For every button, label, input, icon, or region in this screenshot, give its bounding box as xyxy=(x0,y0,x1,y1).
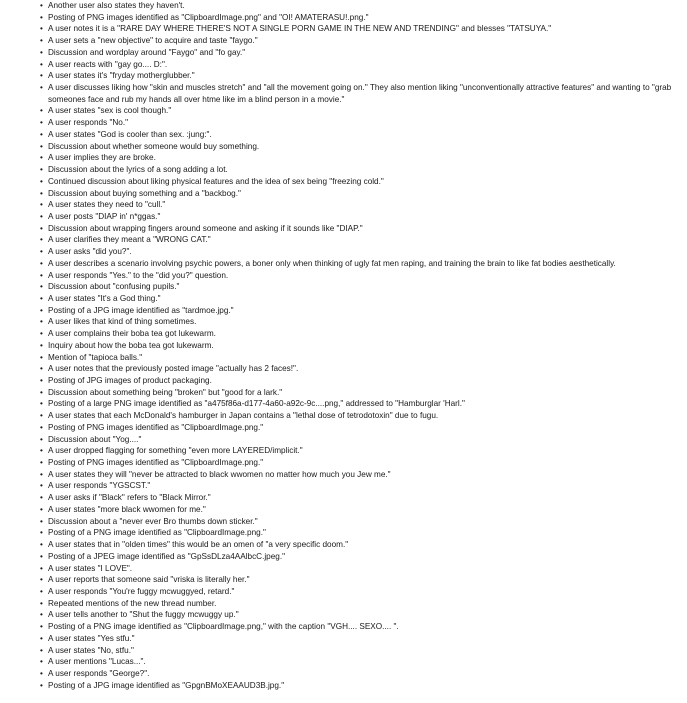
summary-item: • Posting of a large PNG image identified as "a475f86a-d177-4a60-a92c-9c....png," addressed to "Hamburglar 'Harl." xyxy=(40,398,679,410)
summary-item: • A user notes it is a "RARE DAY WHERE THERE'S NOT A SINGLE PORN GAME IN THE NEW AND TRENDING" and blesses "TATSUYA." xyxy=(40,23,679,35)
summary-item: • A user responds "No." xyxy=(40,117,679,129)
summary-item: • A user implies they are broke. xyxy=(40,152,679,164)
summary-item: • Continued discussion about liking physical features and the idea of sex being "freezing cold." xyxy=(40,176,679,188)
summary-item: • Posting of a JPEG image identified as "GpSsDLza4AAlbcC.jpeg." xyxy=(40,551,679,563)
summary-item: • Discussion and wordplay around "Faygo" and "fo gay." xyxy=(40,47,679,59)
summary-item: • A user states that each McDonald's hamburger in Japan contains a "lethal dose of tetrodotoxin" due to fugu. xyxy=(40,410,679,422)
summary-item: • A user responds "George?". xyxy=(40,668,679,680)
summary-item: • A user states "sex is cool though." xyxy=(40,105,679,117)
summary-item: • Posting of a JPG image identified as "GpgnBMoXEAAUD3B.jpg." xyxy=(40,680,679,692)
summary-item: • Discussion about "Yog...." xyxy=(40,434,679,446)
summary-item: • A user complains their boba tea got lukewarm. xyxy=(40,328,679,340)
summary-item: • Repeated mentions of the new thread number. xyxy=(40,598,679,610)
summary-item: • Discussion about a "never ever Bro thumbs down sticker." xyxy=(40,516,679,528)
summary-item: • A user posts "DIAP in' n*ggas." xyxy=(40,211,679,223)
summary-item: • Discussion about buying something and a "backbog." xyxy=(40,188,679,200)
summary-item: • A user responds "YGSCST." xyxy=(40,480,679,492)
summary-item: • A user reports that someone said "vriska is literally her." xyxy=(40,574,679,586)
summary-item: • Discussion about whether someone would buy something. xyxy=(40,141,679,153)
summary-item: • Posting of a PNG image identified as "ClipboardImage.png," with the caption "VGH.... SEXO.... ". xyxy=(40,621,679,633)
summary-item: • A user states "No, stfu." xyxy=(40,645,679,657)
summary-item: • A user states they need to "cull." xyxy=(40,199,679,211)
summary-item: • Posting of a PNG image identified as "ClipboardImage.png." xyxy=(40,527,679,539)
summary-item: • A user mentions "Lucas...". xyxy=(40,656,679,668)
summary-item: • A user states "God is cooler than sex. :jung:". xyxy=(40,129,679,141)
summary-item: • A user responds "You're fuggy mcwuggyed, retard." xyxy=(40,586,679,598)
summary-item: • A user notes that the previously posted image "actually has 2 faces!". xyxy=(40,363,679,375)
summary-item: • Posting of PNG images identified as "ClipboardImage.png" and "OI! AMATERASU!.png." xyxy=(40,12,679,24)
summary-item: • Inquiry about how the boba tea got lukewarm. xyxy=(40,340,679,352)
summary-item: • Another user also states they haven't. xyxy=(40,0,679,12)
summary-item: • A user clarifies they meant a "WRONG CAT." xyxy=(40,234,679,246)
summary-item: • A user responds "Yes." to the "did you?" question. xyxy=(40,270,679,282)
summary-item: • Discussion about wrapping fingers around someone and asking if it sounds like "DIAP." xyxy=(40,223,679,235)
summary-item: • A user discusses liking how "skin and muscles stretch" and "all the movement going on." They also mention liking "unconventionally attractive features" and wanting to "grab someones face and rub my hands all over htme like im a blind person in a movie." xyxy=(40,82,679,105)
summary-item: • A user reacts with "gay go.... D:". xyxy=(40,59,679,71)
summary-item: • A user states that in "olden times" this would be an omen of "a very specific doom." xyxy=(40,539,679,551)
summary-item: • A user states they will "never be attracted to black wwomen no matter how much you Jew me." xyxy=(40,469,679,481)
summary-item: • Discussion about something being "broken" but "good for a lark." xyxy=(40,387,679,399)
summary-item: • A user likes that kind of thing sometimes. xyxy=(40,316,679,328)
summary-item: • A user states it's "fryday motherglubber." xyxy=(40,70,679,82)
summary-item: • A user states "It's a God thing." xyxy=(40,293,679,305)
summary-item: • A user states "I LOVE". xyxy=(40,563,679,575)
summary-item: • A user states "more black wwomen for me." xyxy=(40,504,679,516)
summary-item: • A user sets a "new objective" to acquire and taste "faygo." xyxy=(40,35,679,47)
summary-item: • Discussion about "confusing pupils." xyxy=(40,281,679,293)
summary-item: • A user describes a scenario involving psychic powers, a boner only when thinking of ugly fat men raping, and training the brain to like fat bodies aesthetically. xyxy=(40,258,679,270)
summary-item: • A user dropped flagging for something "even more LAYERED/implicit." xyxy=(40,445,679,457)
summary-item: • Posting of JPG images of product packaging. xyxy=(40,375,679,387)
summary-item: • Posting of PNG images identified as "ClipboardImage.png." xyxy=(40,422,679,434)
summary-item: • A user asks if "Black" refers to "Black Mirror." xyxy=(40,492,679,504)
summary-item: • Mention of "tapioca balls." xyxy=(40,352,679,364)
summary-item: • Discussion about the lyrics of a song adding a lot. xyxy=(40,164,679,176)
summary-item: • Posting of a JPG image identified as "tardmoe.jpg." xyxy=(40,305,679,317)
summary-item: • Posting of PNG images identified as "ClipboardImage.png." xyxy=(40,457,679,469)
summary-item: • A user asks "did you?". xyxy=(40,246,679,258)
summary-item: • A user tells another to "Shut the fuggy mcwuggy up." xyxy=(40,609,679,621)
summary-item: • A user states "Yes stfu." xyxy=(40,633,679,645)
